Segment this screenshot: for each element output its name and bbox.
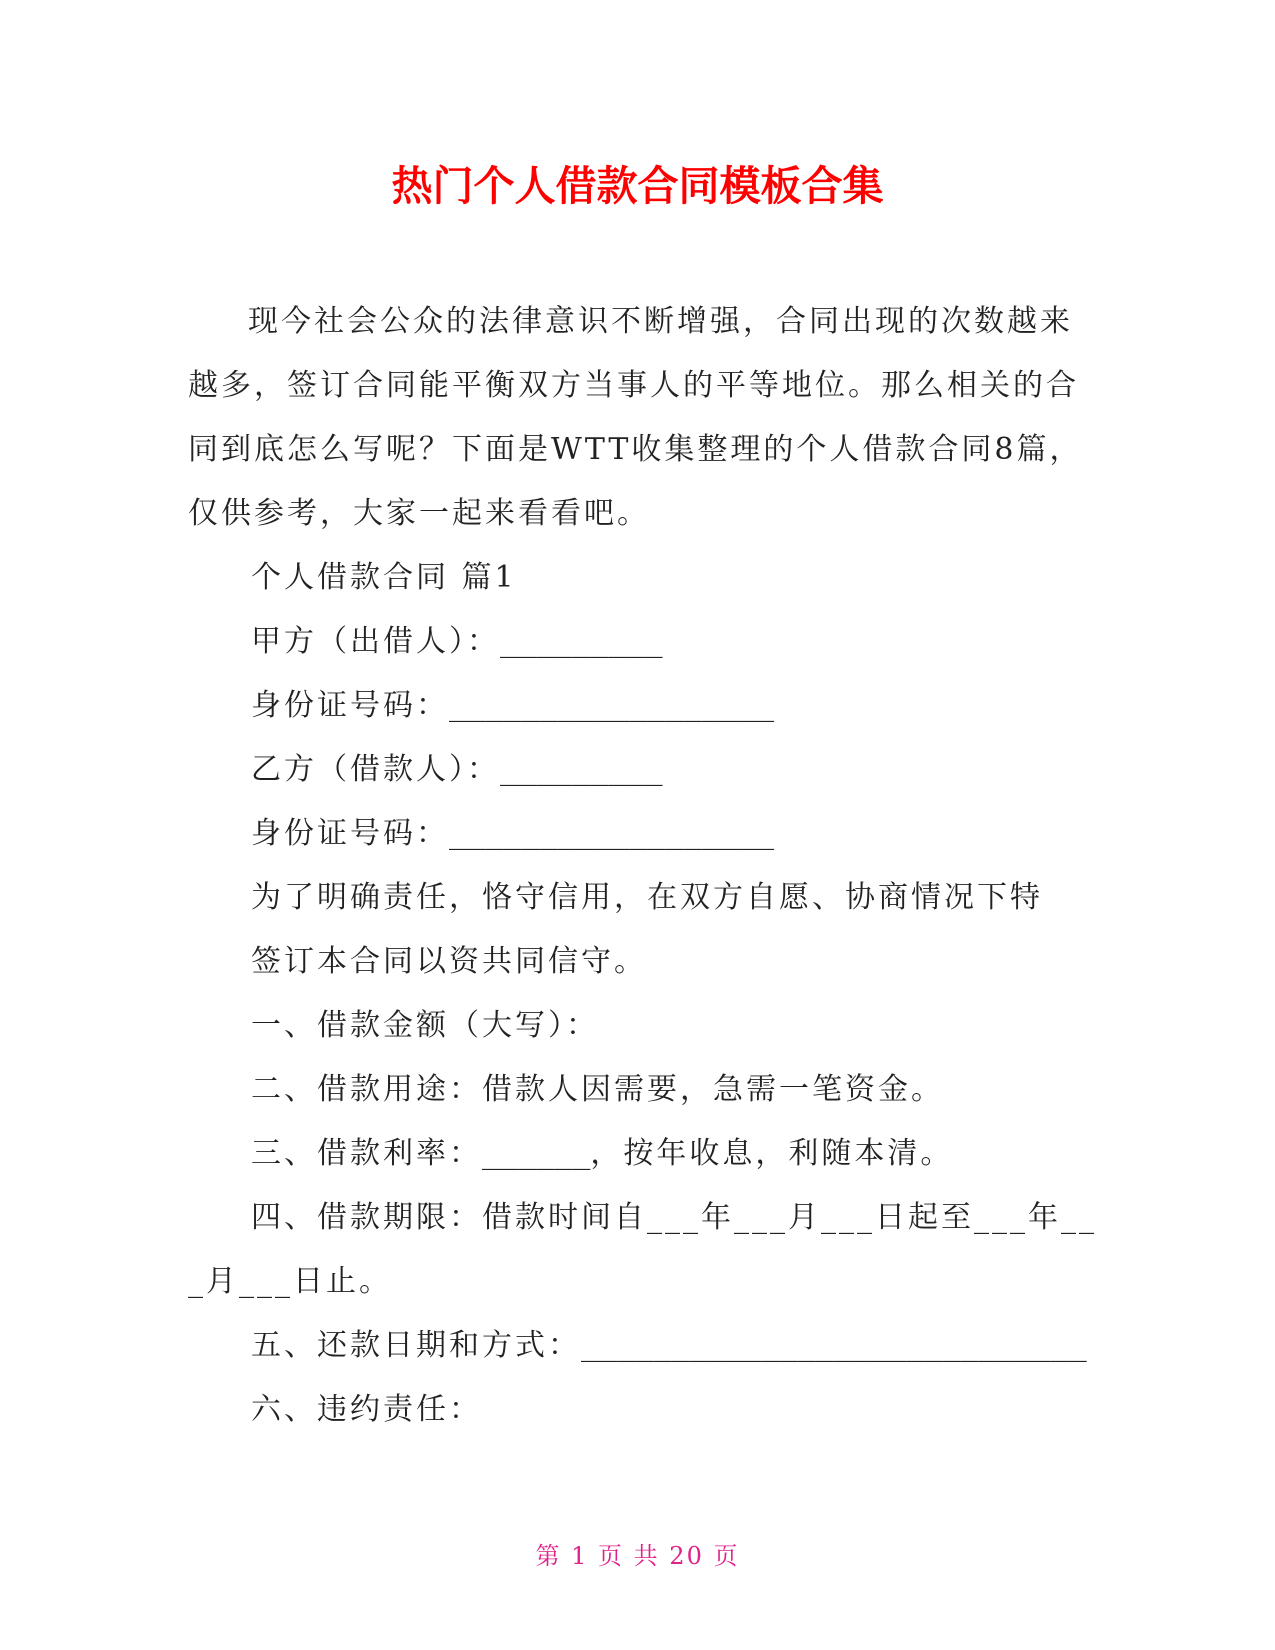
clause-3-interest [188,1122,1088,1186]
clause-3-blank: ______ [482,1136,591,1171]
section-heading: 个人借款合同 篇1 [251,560,517,595]
party-a-line [188,610,1088,674]
party-b-line [188,738,1088,802]
purpose-line-2: 签订本合同以资共同信守。 [251,944,647,979]
document-title: 热门个人借款合同模板合集 [391,162,884,210]
clause-4-term-line-2: _月___日止。 [188,1264,392,1299]
clause-3-prefix: 三、借款利率： [251,1136,482,1171]
party-b-id-line [188,802,1088,866]
party-a-id-blank: __________________ [449,688,775,723]
party-b-id-blank: __________________ [449,816,775,851]
intro-paragraph: 现今社会公众的法律意识不断增强，合同出现的次数越来越多，签订合同能平衡双方当事人的平等地位。那么相关的合同到底怎么写呢？下面是WTT收集整理的个人借款合同8篇，仅供参考，大家一起来看看吧。 [188,304,1083,531]
clause-1-amount: 一、借款金额（大写）： [251,1008,599,1043]
party-b-id-label: 身份证号码： [251,816,449,851]
party-b-blank: _________ [500,752,663,787]
party-a-id-label: 身份证号码： [251,688,449,723]
clause-5-repayment [188,1314,1088,1378]
clause-4-term-line-1: 四、借款期限：借款时间自___年___月___日起至___年__ [251,1200,1097,1235]
clause-6-liability: 六、违约责任： [251,1392,482,1427]
clause-3-suffix: ，按年收息，利随本清。 [590,1136,954,1171]
clause-2-purpose: 二、借款用途：借款人因需要，急需一笔资金。 [251,1072,944,1107]
purpose-line-1: 为了明确责任，恪守信用，在双方自愿、协商情况下特 [251,880,1043,915]
clause-5-label: 五、还款日期和方式： [251,1328,581,1363]
document-body [188,290,1097,1442]
page-indicator: 第 1 页 共 20 页 [535,1542,740,1570]
party-a-blank: _________ [500,624,663,659]
party-a-id-line [188,674,1088,738]
clause-5-blank: ____________________________ [581,1328,1087,1363]
party-a-label: 甲方（出借人）： [251,624,500,659]
party-b-label: 乙方（借款人）： [251,752,500,787]
